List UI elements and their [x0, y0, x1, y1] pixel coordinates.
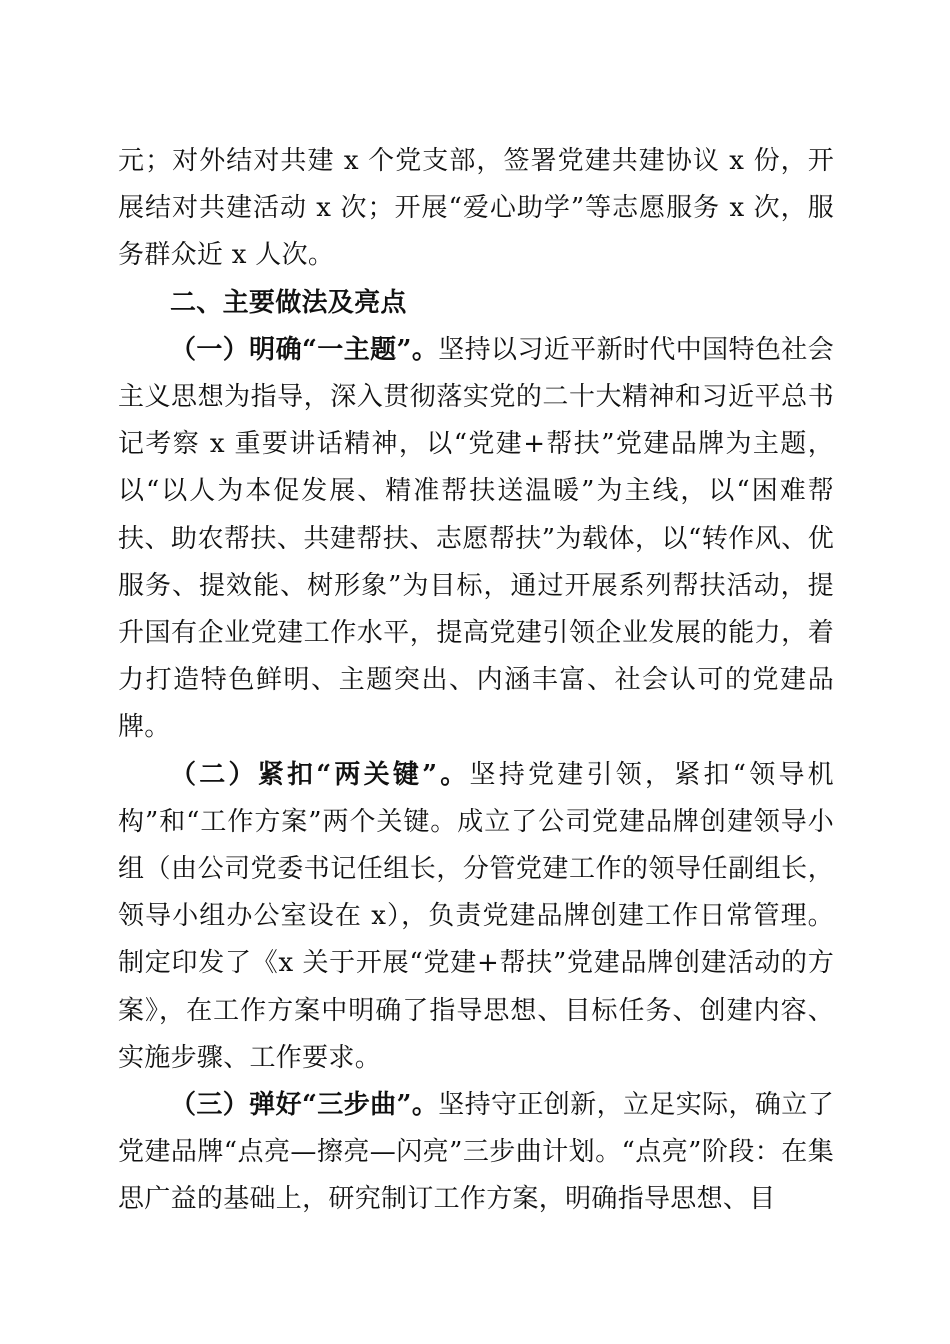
item-paragraph-1 [118, 327, 834, 752]
item-paragraph-3 [118, 1082, 834, 1224]
item-label-1: （一）明确“一主题”。 [170, 334, 439, 365]
item-body-2: 坚持党建引领，紧扣“领导机构”和“工作方案”两个关键。成立了公司党建品牌创建领导小组（由公司党委书记任组长，分管党建工作的领导任副组长，领导小组办公室设在 x），负责党建品牌创建工作日常管理。制定印发了《x 关于开展“党建+帮扶”党建品牌创建活动的方案》，在工作方案中明确了指导思想、目标任务、创建内容、实施步骤、工作要求。 [118, 759, 834, 1073]
item-body-1: 坚持以习近平新时代中国特色社会主义思想为指导，深入贯彻落实党的二十大精神和习近平总书记考察 x 重要讲话精神，以“党建+帮扶”党建品牌为主题，以“以人为本促发展、精准帮扶送温暖”为主线，以“困难帮扶、助农帮扶、共建帮扶、志愿帮扶”为载体，以“转作风、优服务、提效能、树形象”为目标，通过开展系列帮扶活动，提升国有企业党建工作水平，提高党建引领企业发展的能力，着力打造特色鲜明、主题突出、内涵丰富、社会认可的党建品牌。 [118, 334, 835, 743]
intro-paragraph-tail: 元；对外结对共建 x 个党支部，签署党建共建协议 x 份，开展结对共建活动 x 次；开展“爱心助学”等志愿服务 x 次，服务群众近 x 人次。 [118, 146, 834, 271]
item-paragraph-2 [118, 752, 834, 1082]
item-body-3: 坚持守正创新，立足实际，确立了党建品牌“点亮—擦亮—闪亮”三步曲计划。“点亮”阶段：在集思广益的基础上，研究制订工作方案，明确指导思想、目 [118, 1090, 834, 1215]
item-label-2: （二）紧扣“两关键”。 [170, 759, 470, 790]
document-body [118, 138, 834, 1224]
item-label-3: （三）弹好“三步曲”。 [170, 1090, 439, 1121]
section-heading: 二、主要做法及亮点 [170, 287, 407, 318]
